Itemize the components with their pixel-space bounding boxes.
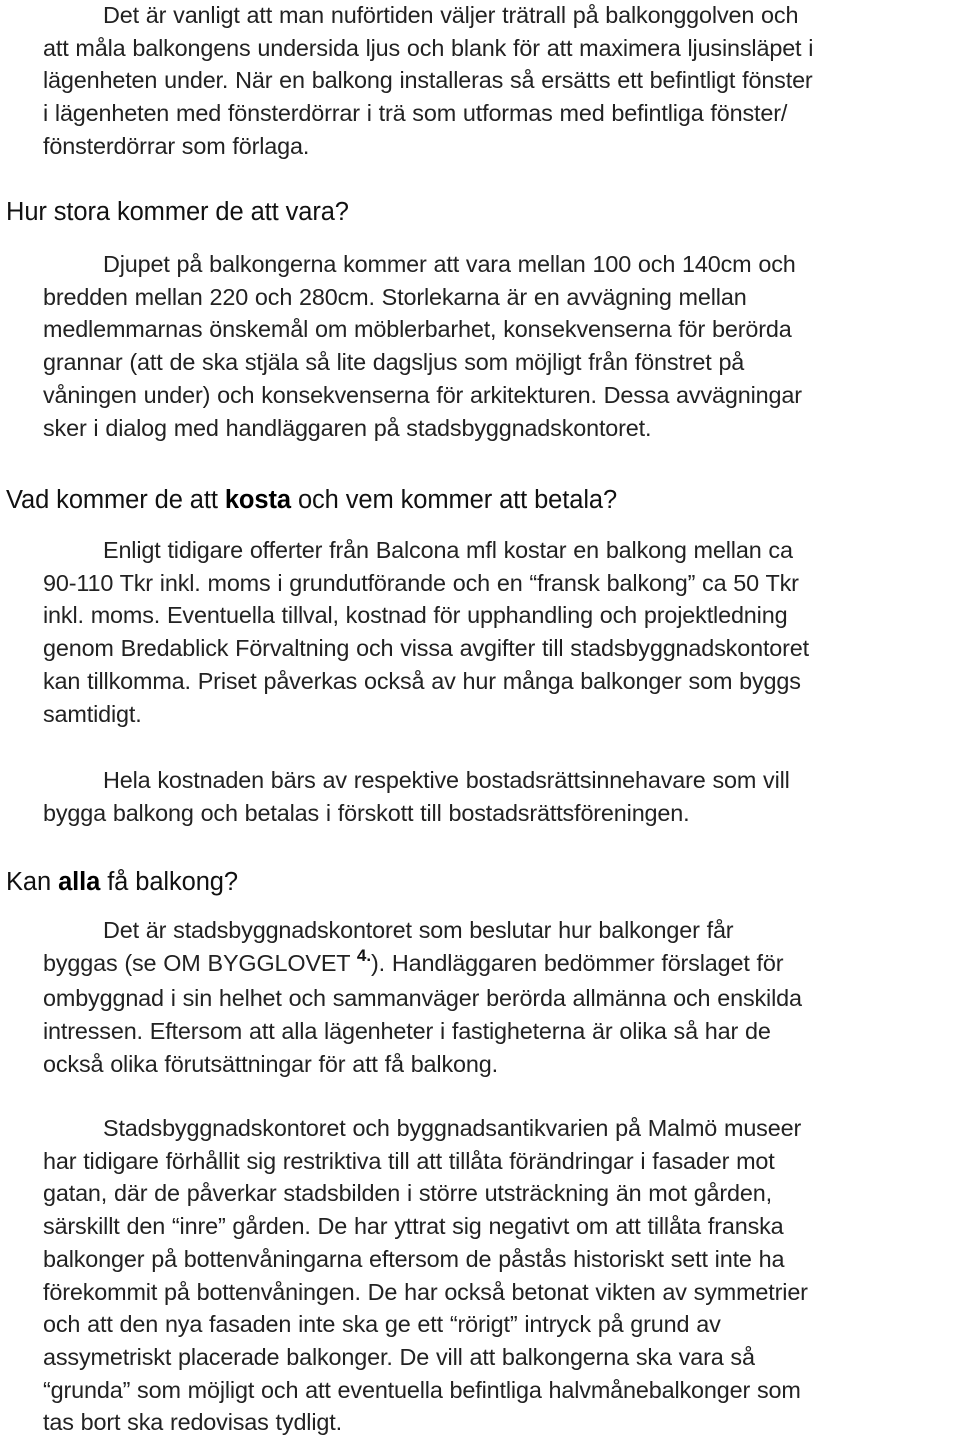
heading-text: Kan [6,868,59,896]
heading-text: få balkong? [100,868,238,896]
text-line: assymetriskt placerade balkonger. De vill att balkongerna ska vara så [43,1343,755,1370]
text-line: genom Bredablick Förvaltning och vissa avgifter till stadsbyggnadskontoret [43,635,809,662]
paragraph-payment [43,764,955,829]
text-segment: byggas (se OM BYGGLOVET [43,949,357,976]
text-line: lägenheten under. När en balkong installeras så ersätts ett befintligt fönster [43,67,813,94]
text-line: kan tillkomma. Priset påverkas också av hur många balkonger som byggs [43,667,801,694]
text-line: medlemmarnas önskemål om möblerbarhet, konsekvenserna för berörda [43,316,792,343]
section-reference: 4. [356,945,372,965]
paragraph-pricing [43,534,955,730]
text-line: “grunda” som möjligt och att eventuella befintliga halvmånebalkonger som [43,1376,801,1403]
text-line: intressen. Eftersom att alla lägenheter i fastigheterna är olika så har de [43,1018,771,1045]
text-line: sker i dialog med handläggaren på stadsbyggnadskontoret. [43,414,652,441]
text-line: gatan, där de påverkar stadsbilden i större utsträckning än mot gården, [43,1180,772,1207]
text-line: har tidigare förhållit sig restriktiva till att tillåta förändringar i fasader mot [43,1147,775,1174]
text-line: tas bort ska redovisas tydligt. [43,1409,342,1436]
text-line: bygga balkong och betalas i förskott till bostadsrättsföreningen. [43,799,690,826]
paragraph-restrictions [43,1112,955,1439]
text-line: grannar (att de ska stjäla så lite dagsljus som möjligt från fönstret på [43,349,745,376]
paragraph-balcony-floor [43,0,955,163]
heading-eligibility [6,866,946,898]
text-line: också olika förutsättningar för att få balkong. [43,1050,498,1077]
text-line: Djupet på balkongerna kommer att vara mellan 100 och 140cm och [103,251,796,277]
text-line: att måla balkongens undersida ljus och blank för att maximera ljusinsläpet i [43,34,814,61]
heading-emphasis: alla [58,868,101,896]
text-line: balkonger på bottenvåningarna eftersom de påstås historiskt sett inte ha [43,1245,785,1272]
text-line: samtidigt. [43,700,142,727]
text-line: ombyggnad i sin helhet och sammanväger berörda allmänna och enskilda [43,985,802,1012]
paragraph-permit [43,914,955,1081]
text-line: Hela kostnaden bärs av respektive bostadsrättsinnehavare som vill [103,767,790,793]
text-line: särskillt den “inre” gården. De har yttrat sig negativt om att tillåta franska [43,1213,784,1240]
text-line: Det är vanligt att man nuförtiden väljer trätrall på balkonggolven och [103,2,799,28]
text-line: bredden mellan 220 och 280cm. Storlekarna är en avvägning mellan [43,283,747,310]
text-segment: ). Handläggaren bedömmer förslaget för [371,949,784,976]
text-line: i lägenheten med fönsterdörrar i trä som utformas med befintliga fönster/ [43,100,788,127]
text-line: 90-110 Tkr inkl. moms i grundutförande och en “fransk balkong” ca 50 Tkr [43,569,799,596]
text-line: fönsterdörrar som förlaga. [43,132,310,159]
heading-text: och vem kommer att betala? [290,486,618,514]
text-line: och att den nya fasaden inte ska ge ett “rörigt” intryck på grund av [43,1311,721,1338]
heading-cost [6,484,946,516]
text-line [43,947,955,983]
text-line: inkl. moms. Eventuella tillval, kostnad för upphandling och projektledning [43,602,788,629]
heading-size: Hur stora kommer de att vara? [6,198,349,226]
heading-emphasis: kosta [224,486,291,514]
heading-text: Vad kommer de att [6,486,225,514]
text-line: våningen under) och konsekvenserna för arkitekturen. Dessa avvägningar [43,381,802,408]
text-line: Enligt tidigare offerter från Balcona mfl kostar en balkong mellan ca [103,537,793,563]
paragraph-dimensions [43,248,955,444]
text-line: Det är stadsbyggnadskontoret som beslutar hur balkonger får [103,917,734,943]
text-line: Stadsbyggnadskontoret och byggnadsantikvarien på Malmö museer [103,1115,802,1141]
text-line: förekommit på bottenvåningen. De har också betonat vikten av symmetrier [43,1278,808,1305]
